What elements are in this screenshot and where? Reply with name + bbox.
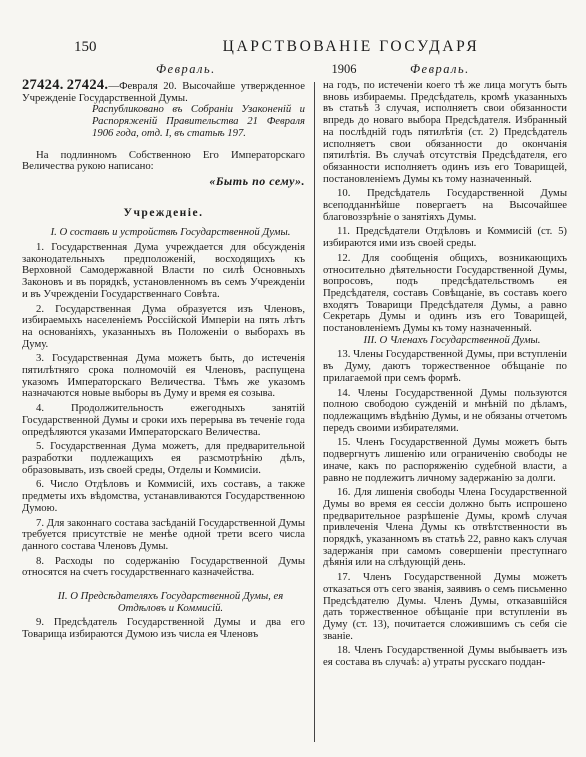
- law-title: —Февраля 20. Высочайше утвержденное Учрежденіе Государственной Думы.: [22, 80, 305, 104]
- article-14: 14. Члены Государственной Думы пользуются полною свободою сужденій и мнѣній по дѣламъ, подлежащимъ вѣдѣнію Думы, и не обязаны отчетомъ передъ своими избирателями.: [323, 386, 567, 434]
- article-13: 13. Члены Государственной Думы, при вступленіи въ Думу, даютъ торжественное обѣщаніе по прилагаемой при семъ формѣ.: [323, 348, 567, 384]
- article-2: 2. Государственная Дума образуется изъ Членовъ, избираемыхъ населеніемъ Россійской Имперіи на пять лѣтъ на основаніяхъ, указанныхъ въ Положеніи о выборахъ въ Думу.: [22, 302, 305, 350]
- section-heading-2: II. О Предсѣдателяхъ Государственной Думы, ея: [57, 590, 284, 603]
- month-right: Февраль.: [410, 62, 470, 76]
- section-heading-2-cont: Отдѣловъ и Коммисій.: [117, 601, 224, 614]
- article-15: 15. Членъ Государственной Думы можетъ быть подвергнутъ лишенію или ограниченію свободы не иначе, какъ по распоряженію судебной власти, а равно не подлежитъ личному задержанію за долги.: [323, 436, 567, 484]
- article-16: 16. Для лишенія свободы Члена Государственной Думы во время ея сессіи должно быть испрошено предварительное разрѣшеніе Думы, кромѣ случая привлеченія Члена Думы къ отвѣтственности въ порядкѣ, указанномъ въ статьѣ 22, равно какъ случая задержанія при самомъ совершеніи преступнаго дѣянія или на слѣдующій день.: [323, 486, 567, 569]
- left-column: [22, 77, 305, 641]
- signature-intro: На подлинномъ Собственною Его Императорскаго Величества рукою написано:: [22, 148, 305, 173]
- section-heading-3: III. О Членахъ Государственной Думы.: [363, 333, 541, 346]
- column-divider: [314, 82, 315, 742]
- law-source: [22, 104, 305, 139]
- year: 1906: [331, 62, 357, 76]
- running-head: [74, 38, 558, 60]
- right-column: [323, 80, 567, 669]
- article-8: 8. Расходы по содержанію Государственной Думы относятся на счетъ государственнаго казначейства.: [22, 554, 305, 579]
- imperial-signature: «Быть по сему».: [209, 173, 305, 188]
- article-17: 17. Членъ Государственной Думы можетъ отказаться отъ сего званія, заявивъ о семъ письменно Предсѣдателю Думы. Членъ Думы, отказавшійся дать торжественное обѣщаніе при вступленіи въ Думу (ст. 13), почитается сложившимъ съ себя сіе званіе.: [323, 571, 567, 642]
- document-title: Учрежденіе.: [123, 206, 204, 219]
- law-number-margin: 27424.: [22, 77, 64, 93]
- article-5: 5. Государственная Дума можетъ, для предварительной разработки подлежащихъ ея разсмотрѣнію дѣлъ, образовывать, изъ своей среды, Отделы и Коммисіи.: [22, 440, 305, 476]
- article-11: 11. Предсѣдатели Отдѣловъ и Коммисій (ст. 5) избираются ими изъ своей среды.: [323, 225, 567, 250]
- article-3: 3. Государственная Дума можетъ быть, до истеченія пятилѣтняго срока полномочій ея Членовъ, распущена указомъ Императорскаго Величества. Тѣмъ же указомъ назначаются новые выборы въ Думу и время ея созыва.: [22, 352, 305, 400]
- article-10: 10. Предсѣдатель Государственной Думы всеподданнѣйше повергаетъ на Высочайшее благовоззрѣніе о занятіяхъ Думы.: [323, 187, 567, 223]
- article-9-continued: на годъ, по истеченіи коего тѣ же лица могутъ быть вновь избираемы. Предсѣдатель, кромѣ указанныхъ въ статьѣ 3 случая, исполняетъ свои обязанности впредь до новаго выбора Предсѣдателя. Избранный на послѣдній годъ пятилѣтія (ст. 2) Предсѣдатель исполняетъ свои обязанности до окончанія пятилѣтія. Въ случаѣ отсутствія Предсѣдателя, его обязанности исполняетъ одинъ изъ его Товарищей, постановленіемъ Думы къ тому назначенный.: [323, 79, 567, 185]
- month-left: Февраль.: [156, 62, 216, 76]
- running-title: ЦАРСТВОВАНІЕ ГОСУДАРЯ: [222, 38, 480, 55]
- article-18: 18. Членъ Государственной Думы выбываетъ изъ ея состава въ случаѣ: а) утраты русскаго поддан-: [323, 644, 567, 669]
- law-source-text: Распубликовано въ Собраніи Узаконеній и Распоряженій Правительства 21 Февраля 1906 года, отд. I, въ статьѣ 197.: [92, 103, 305, 139]
- section-heading-1: I. О составѣ и устройствѣ Государственной Думы.: [50, 226, 291, 239]
- law-heading: [22, 77, 305, 104]
- page-number: 150: [74, 39, 97, 55]
- article-6: 6. Число Отдѣловъ и Коммисій, ихъ составъ, а также предметы ихъ вѣдомства, устанавливаются Государственною Думою.: [22, 478, 305, 514]
- article-1: 1. Государственная Дума учреждается для обсужденія законодательныхъ предположеній, восходящихъ къ Верховной Самодержавной Власти по силѣ Основныхъ Законовъ и въ порядкѣ, установленномъ въ семъ Учрежденіи и въ Учрежденіи Государственнаго Совѣта.: [22, 241, 305, 300]
- date-line: [74, 62, 558, 80]
- article-7: 7. Для законнаго состава засѣданій Государственной Думы требуется присутствіе не менѣе одной трети всего числа данного состава Членовъ Думы.: [22, 516, 305, 552]
- law-number: 27424.: [66, 77, 109, 93]
- article-9: 9. Предсѣдатель Государственной Думы и два его Товарища избираются Думою изъ числа ея Членовъ: [22, 616, 305, 641]
- article-4: 4. Продолжительность ежегодныхъ занятій Государственной Думы и сроки ихъ перерыва въ теченіе года опредѣляются указами Императорскаго Величества.: [22, 402, 305, 438]
- article-12: 12. Для сообщенія общихъ, возникающихъ относительно дѣятельности Государственной Думы, вопросовъ, подъ предсѣдательствомъ ея Предсѣдателя, составъ Совѣщаніе, въ составъ коего входятъ Товарищи Предсѣдателя Думы, а равно Секретарь Думы и одинъ изъ его Товарищей, постановленіемъ Думы къ тому назначенный.: [323, 251, 567, 335]
